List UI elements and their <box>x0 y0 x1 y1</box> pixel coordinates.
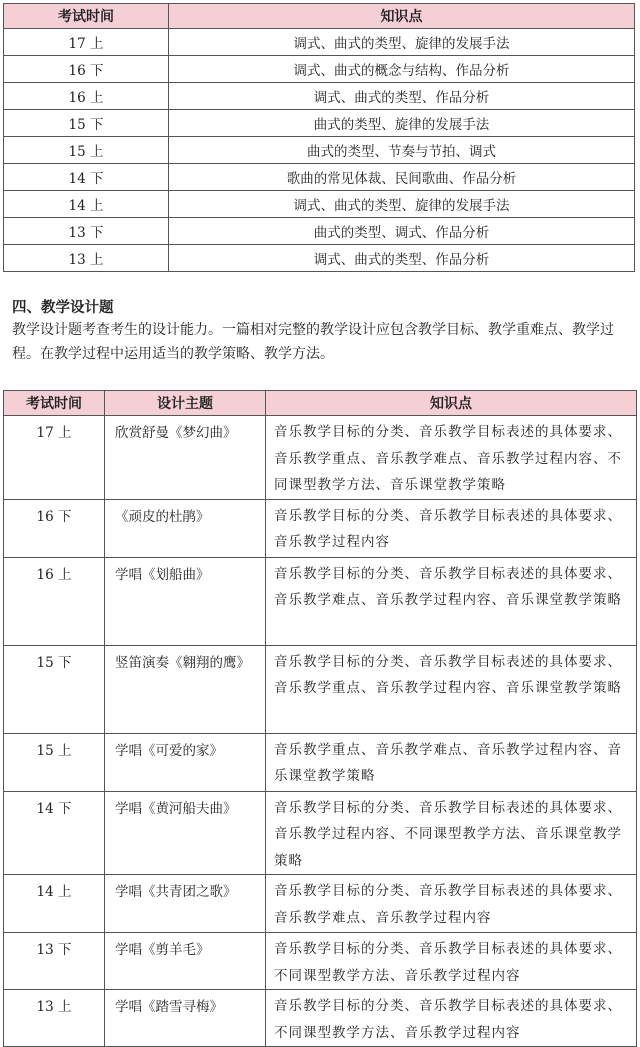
table-row <box>4 245 635 272</box>
knowledge-points-cell: 音乐教学目标的分类、音乐教学目标表述的具体要求、音乐教学过程内容 <box>266 499 637 557</box>
table-row <box>4 645 637 733</box>
exam-time-cell: 16 上 <box>4 557 105 645</box>
knowledge-points-cell: 音乐教学目标的分类、音乐教学目标表述的具体要求、音乐教学难点、音乐教学过程内容、音乐课堂教学策略 <box>266 557 637 645</box>
exam-time-cell: 16 下 <box>4 56 169 83</box>
design-topic-cell: 学唱《划船曲》 <box>105 557 266 645</box>
design-topic-cell: 学唱《踏雪寻梅》 <box>105 990 266 1047</box>
table-row <box>4 218 635 245</box>
design-topic-cell: 学唱《黄河船夫曲》 <box>105 791 266 875</box>
knowledge-points-cell: 曲式的类型、节奏与节拍、调式 <box>169 137 635 164</box>
exam-time-cell: 13 上 <box>4 990 105 1047</box>
table-header-row <box>4 391 637 416</box>
exam-time-cell: 13 下 <box>4 933 105 990</box>
design-topic-cell: 竖笛演奏《翱翔的鹰》 <box>105 645 266 733</box>
header-knowledge-points: 知识点 <box>266 391 637 416</box>
exam-time-cell: 15 上 <box>4 137 169 164</box>
exam-time-cell: 14 上 <box>4 875 105 933</box>
knowledge-points-cell: 曲式的类型、调式、作品分析 <box>169 218 635 245</box>
table-row <box>4 416 637 500</box>
exam-time-cell: 16 下 <box>4 499 105 557</box>
section-title: 四、教学设计题 <box>12 299 114 316</box>
exam-time-cell: 14 下 <box>4 791 105 875</box>
exam-time-cell: 14 上 <box>4 191 169 218</box>
exam-time-cell: 15 上 <box>4 733 105 791</box>
table-row <box>4 875 637 933</box>
table-row <box>4 110 635 137</box>
header-knowledge-points: 知识点 <box>169 4 635 29</box>
table-row <box>4 29 635 56</box>
exam-time-cell: 14 下 <box>4 164 169 191</box>
knowledge-points-cell: 歌曲的常见体裁、民间歌曲、作品分析 <box>169 164 635 191</box>
table-row <box>4 557 637 645</box>
table-header-row <box>4 4 635 29</box>
design-topic-cell: 《顽皮的杜鹃》 <box>105 499 266 557</box>
header-exam-time: 考试时间 <box>4 4 169 29</box>
design-topic-cell: 欣赏舒曼《梦幻曲》 <box>105 416 266 500</box>
table-row <box>4 733 637 791</box>
knowledge-points-cell: 音乐教学目标的分类、音乐教学目标表述的具体要求、音乐教学重点、音乐教学过程内容、音乐课堂教学策略 <box>266 645 637 733</box>
table-row <box>4 191 635 218</box>
knowledge-points-cell: 调式、曲式的概念与结构、作品分析 <box>169 56 635 83</box>
knowledge-points-cell: 调式、曲式的类型、旋律的发展手法 <box>169 191 635 218</box>
exam-time-cell: 13 上 <box>4 245 169 272</box>
knowledge-points-cell: 音乐教学目标的分类、音乐教学目标表述的具体要求、音乐教学难点、音乐教学过程内容 <box>266 875 637 933</box>
design-topic-cell: 学唱《可爱的家》 <box>105 733 266 791</box>
exam-time-cell: 15 下 <box>4 110 169 137</box>
knowledge-points-cell: 调式、曲式的类型、作品分析 <box>169 83 635 110</box>
table-row <box>4 164 635 191</box>
knowledge-points-cell: 音乐教学目标的分类、音乐教学目标表述的具体要求、不同课型教学方法、音乐教学过程内容 <box>266 933 637 990</box>
knowledge-points-cell: 音乐教学目标的分类、音乐教学目标表述的具体要求、音乐教学过程内容、不同课型教学方法、音乐课堂教学策略 <box>266 791 637 875</box>
exam-time-cell: 13 下 <box>4 218 169 245</box>
table-row <box>4 83 635 110</box>
header-design-topic: 设计主题 <box>105 391 266 416</box>
exam-time-cell: 17 上 <box>4 416 105 500</box>
knowledge-points-cell: 音乐教学重点、音乐教学难点、音乐教学过程内容、音乐课堂教学策略 <box>266 733 637 791</box>
knowledge-points-cell: 调式、曲式的类型、旋律的发展手法 <box>169 29 635 56</box>
section-intro: 教学设计题考查考生的设计能力。一篇相对完整的教学设计应包含教学目标、教学重难点、教学过程。在教学过程中运用适当的教学策略、教学方法。 <box>12 322 614 362</box>
knowledge-points-cell: 音乐教学目标的分类、音乐教学目标表述的具体要求、不同课型教学方法、音乐教学过程内容 <box>266 990 637 1047</box>
table-row <box>4 990 637 1047</box>
exam-time-cell: 16 上 <box>4 83 169 110</box>
table-row <box>4 499 637 557</box>
knowledge-points-cell: 调式、曲式的类型、作品分析 <box>169 245 635 272</box>
knowledge-points-cell: 曲式的类型、旋律的发展手法 <box>169 110 635 137</box>
teaching-design-table <box>3 390 637 1047</box>
header-exam-time: 考试时间 <box>4 391 105 416</box>
design-topic-cell: 学唱《剪羊毛》 <box>105 933 266 990</box>
exam-time-cell: 17 上 <box>4 29 169 56</box>
table-row <box>4 791 637 875</box>
knowledge-points-table <box>3 3 635 272</box>
table-row <box>4 137 635 164</box>
exam-time-cell: 15 下 <box>4 645 105 733</box>
knowledge-points-cell: 音乐教学目标的分类、音乐教学目标表述的具体要求、音乐教学重点、音乐教学难点、音乐教学过程内容、不同课型教学方法、音乐课堂教学策略 <box>266 416 637 500</box>
design-topic-cell: 学唱《共青团之歌》 <box>105 875 266 933</box>
table-row <box>4 56 635 83</box>
table-row <box>4 933 637 990</box>
